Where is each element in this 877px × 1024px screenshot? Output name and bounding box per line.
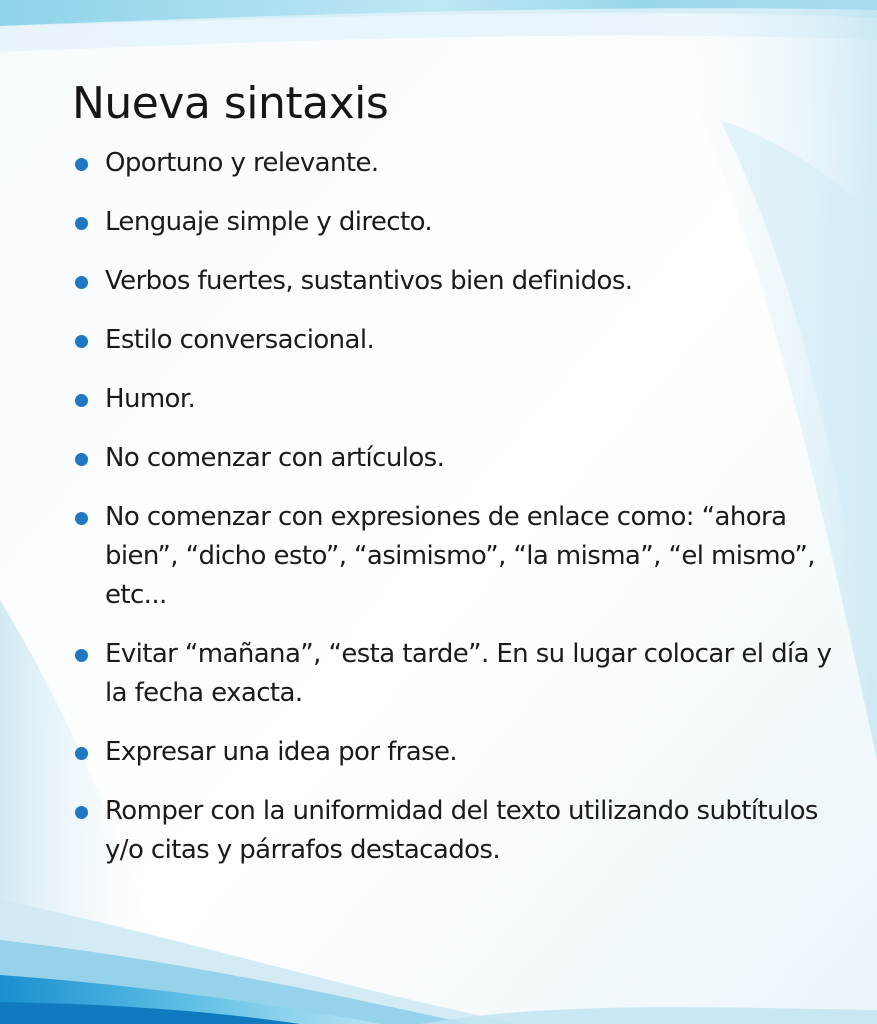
bullet-dot-icon	[75, 217, 88, 230]
list-item	[72, 733, 832, 772]
list-item-text: No comenzar con expresiones de enlace como: “ahora bien”, “dicho esto”, “asimismo”, “la misma”, “el mismo”, etc...	[105, 502, 815, 610]
slide-content	[72, 74, 832, 890]
bullet-dot-icon	[75, 158, 88, 171]
slide-title: Nueva sintaxis	[72, 78, 389, 129]
list-item	[72, 792, 832, 870]
list-item-text: Estilo conversacional.	[105, 325, 375, 355]
list-item	[72, 262, 832, 301]
bullet-dot-icon	[75, 453, 88, 466]
list-item	[72, 203, 832, 242]
bullet-dot-icon	[75, 335, 88, 348]
bullet-dot-icon	[75, 747, 88, 760]
bullet-dot-icon	[75, 512, 88, 525]
list-item	[72, 635, 832, 713]
list-item-text: Humor.	[105, 384, 196, 414]
bullet-dot-icon	[75, 806, 88, 819]
list-item-text: Lenguaje simple y directo.	[105, 207, 433, 237]
bullet-list	[72, 144, 832, 870]
list-item	[72, 498, 832, 615]
list-item-text: No comenzar con artículos.	[105, 443, 445, 473]
list-item-text: Expresar una idea por frase.	[105, 737, 458, 767]
list-item	[72, 380, 832, 419]
list-item-text: Verbos fuertes, sustantivos bien definidos.	[105, 266, 633, 296]
bullet-dot-icon	[75, 394, 88, 407]
list-item	[72, 439, 832, 478]
bullet-dot-icon	[75, 276, 88, 289]
list-item-text: Romper con la uniformidad del texto utilizando subtítulos y/o citas y párrafos destacados.	[105, 796, 818, 865]
list-item-text: Evitar “mañana”, “esta tarde”. En su lugar colocar el día y la fecha exacta.	[105, 639, 832, 708]
list-item	[72, 321, 832, 360]
list-item-text: Oportuno y relevante.	[105, 148, 379, 178]
list-item	[72, 144, 832, 183]
bullet-dot-icon	[75, 649, 88, 662]
